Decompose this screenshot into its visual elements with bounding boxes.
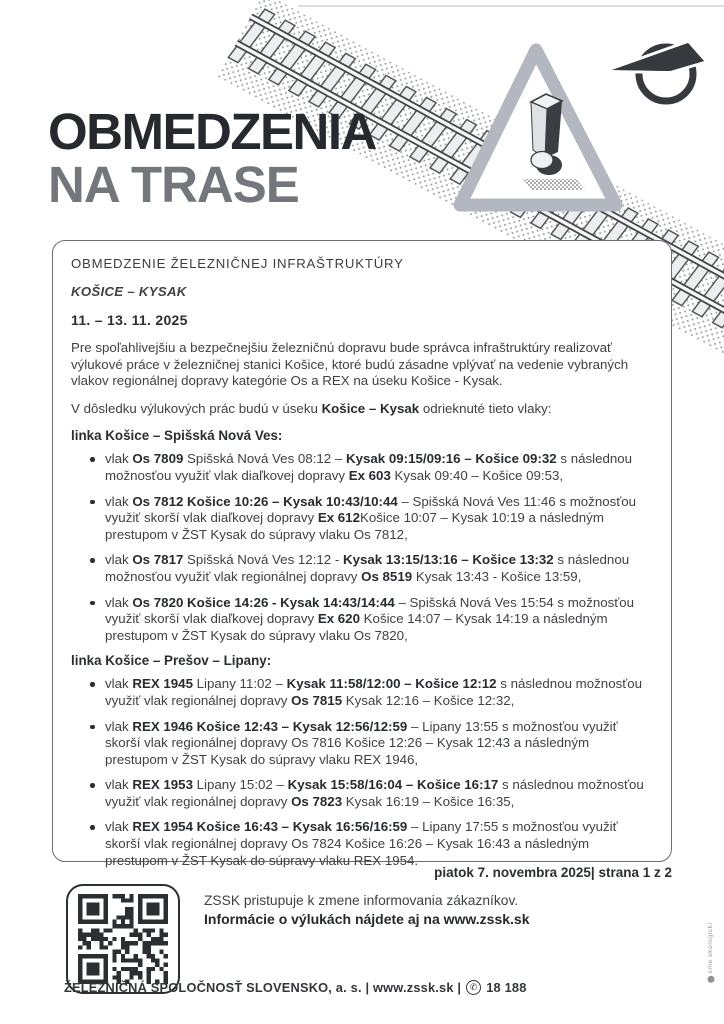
- qr-code-image: [78, 894, 168, 984]
- notice-heading: OBMEDZENIE ŽELEZNIČNEJ INFRAŠTRUKTÚRY: [71, 256, 404, 271]
- train-bullet: vlak REX 1953 Lipany 15:02 – Kysak 15:58/16:04 – Košice 16:17 s následnou možnosťou využiť vlak regionálnej dopravy Os 7823 Kysak 16:19 – Košice 16:35,: [105, 777, 655, 810]
- company-footer: [64, 980, 527, 995]
- eco-note: [707, 922, 715, 987]
- route-title: KOŠICE – KYSAK: [71, 284, 187, 299]
- intro-paragraph: Pre spoľahlivejšiu a bezpečnejšiu železničnú dopravu bude správca infraštruktúry realizovať výlukové práce v železničnej stanici Košice, ktoré budú zásadne vplývať na vedenie vybraných vlakov regionálnej dopravy kategórie Os a REX na úseku Košice - Kysak.: [71, 340, 629, 389]
- date-page-indicator: piatok 7. novembra 2025| strana 1 z 2: [434, 865, 672, 880]
- section-title-spisska: linka Košice – Spišská Nová Ves:: [71, 428, 283, 444]
- train-bullet: vlak Os 7820 Košice 14:26 - Kysak 14:43/14:44 – Spišská Nová Ves 15:54 s možnosťou využiť skorší vlak diaľkovej dopravy Ex 620 Košice 14:07 – Kysak 14:19 a následným prestupom v ŽST Kysak do súpravy vlaku Os 7820,: [105, 595, 655, 645]
- eco-icon: [707, 976, 714, 983]
- train-bullet: vlak Os 7817 Spišská Nová Ves 12:12 - Kysak 13:15/13:16 – Košice 13:32 s následnou možnosťou využiť vlak regionálnej dopravy Os 8519 Kysak 13:43 - Košice 13:59,: [105, 552, 655, 585]
- date-range: 11. – 13. 11. 2025: [71, 312, 188, 328]
- bullet-list-spisska: [71, 451, 655, 644]
- train-bullet: vlak REX 1945 Lipany 11:02 – Kysak 11:58/12:00 – Košice 12:12 s následnou možnosťou využiť vlak regionálnej dopravy Os 7815 Kysak 12:16 – Košice 12:32,: [105, 676, 655, 709]
- phone-number: 18 188: [486, 980, 527, 995]
- train-bullet: vlak Os 7812 Košice 10:26 – Kysak 10:43/10:44 – Spišská Nová Ves 11:46 s možnosťou využiť skorší vlak diaľkovej dopravy Ex 612Košice 10:07 – Kysak 10:19 a následným prestupom v ŽST Kysak do súpravy vlaku Os 7812,: [105, 494, 655, 544]
- train-bullet: vlak Os 7809 Spišská Nová Ves 08:12 – Kysak 09:15/09:16 – Košice 09:32 s následnou možnosťou využiť vlak diaľkovej dopravy Ex 603 Kysak 09:40 – Košice 09:53,: [105, 451, 655, 484]
- notice-box: [52, 240, 672, 868]
- qr-caption: [204, 891, 530, 929]
- page-title-line2: NA TRASE: [48, 156, 299, 214]
- company-line: ŽELEZNIČNÁ SPOLOČNOSŤ SLOVENSKO, a. s. | www.zssk.sk |: [64, 980, 462, 995]
- page-title: [48, 103, 376, 214]
- eco-note-text: sme ekologickí: [706, 922, 714, 974]
- section-title-lipany: linka Košice – Prešov – Lipany:: [71, 653, 272, 669]
- train-bullet: vlak REX 1954 Košice 16:43 – Kysak 16:56/16:59 – Lipany 17:55 s možnosťou využiť skorší vlak regionálnej dopravy Os 7824 Košice 16:26 – Kysak 16:43 a následným prestupom v ŽST Kysak do súpravy vlaku REX 1954.: [105, 819, 655, 869]
- qr-caption-line1: ZSSK pristupuje k zmene informovania zákazníkov.: [204, 893, 519, 908]
- qr-caption-line2: Informácie o výlukách nájdete aj na www.zssk.sk: [204, 911, 530, 927]
- consequence-paragraph: V dôsledku výlukových prác budú v úseku Košice – Kysak odrieknuté tieto vlaky:: [71, 400, 552, 416]
- zssk-logo: [600, 26, 720, 118]
- phone-icon: ✆: [466, 980, 481, 995]
- qr-code: [66, 884, 180, 994]
- page-title-line1: OBMEDZENIA: [48, 103, 376, 160]
- bullet-list-lipany: [71, 676, 655, 869]
- train-bullet: vlak REX 1946 Košice 12:43 – Kysak 12:56/12:59 – Lipany 13:55 s možnosťou využiť skorší vlak regionálnej dopravy Os 7816 Košice 12:26 – Kysak 12:43 a následným prestupom v ŽST Kysak do súpravy vlaku REX 1946,: [105, 719, 655, 769]
